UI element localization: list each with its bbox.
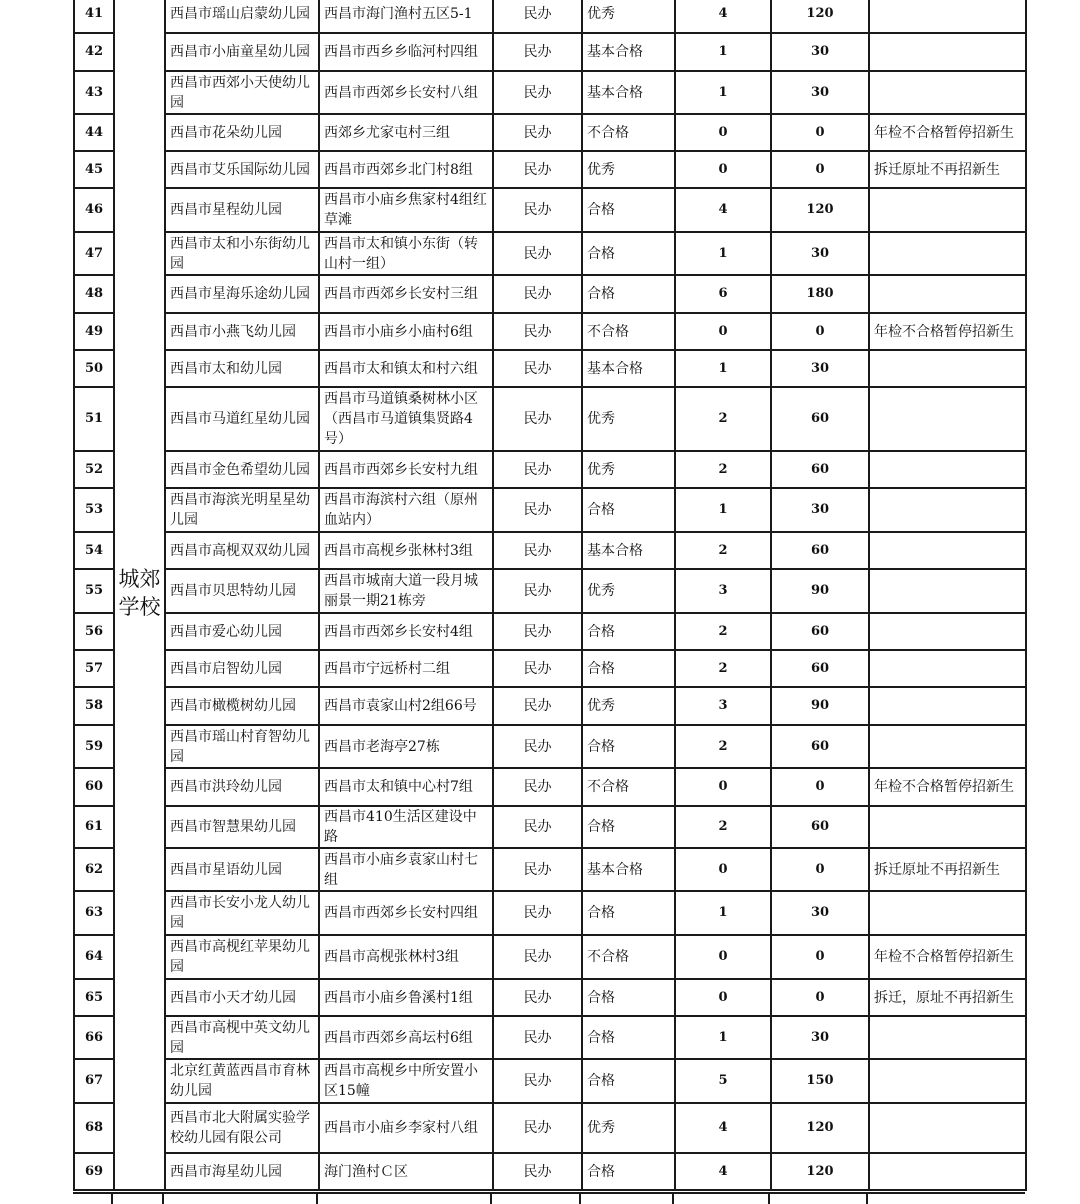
row-number: 47 — [74, 232, 114, 275]
row-number: 41 — [74, 0, 114, 33]
kindergarten-name: 西昌市金色希望幼儿园 — [165, 451, 319, 488]
remarks — [869, 387, 1026, 451]
enrollment-count: 0 — [771, 114, 869, 151]
inspection-grade: 优秀 — [582, 0, 675, 33]
kindergarten-address: 西昌市西郊乡长安村九组 — [319, 451, 493, 488]
school-type: 民办 — [493, 1153, 582, 1190]
school-type: 民办 — [493, 0, 582, 33]
class-count: 4 — [675, 1153, 771, 1190]
table-row — [74, 979, 1026, 1016]
class-count: 0 — [675, 848, 771, 891]
row-number: 63 — [74, 891, 114, 935]
enrollment-count: 30 — [771, 232, 869, 275]
class-count: 3 — [675, 687, 771, 725]
row-number: 57 — [74, 650, 114, 687]
kindergarten-name: 西昌市高枧红苹果幼儿园 — [165, 935, 319, 979]
inspection-grade: 基本合格 — [582, 33, 675, 71]
kindergarten-address: 西昌市小庙乡小庙村6组 — [319, 313, 493, 350]
inspection-grade: 优秀 — [582, 451, 675, 488]
enrollment-count: 60 — [771, 650, 869, 687]
kindergarten-address: 西昌市西郊乡长安村4组 — [319, 613, 493, 650]
class-count: 2 — [675, 806, 771, 848]
kindergarten-address: 西昌市410生活区建设中路 — [319, 806, 493, 848]
remarks — [869, 488, 1026, 532]
kindergarten-address: 西昌市西郊乡高坛村6组 — [319, 1016, 493, 1059]
kindergarten-address: 西昌市高枧张林村3组 — [319, 935, 493, 979]
remarks — [869, 188, 1026, 232]
inspection-grade: 合格 — [582, 806, 675, 848]
kindergarten-address: 西昌市袁家山村2组66号 — [319, 687, 493, 725]
class-count: 2 — [675, 725, 771, 768]
class-count: 3 — [675, 569, 771, 613]
row-number: 60 — [74, 768, 114, 806]
inspection-grade: 基本合格 — [582, 71, 675, 114]
row-number: 52 — [74, 451, 114, 488]
enrollment-count: 60 — [771, 806, 869, 848]
kindergarten-address: 西昌市西郊乡长安村八组 — [319, 71, 493, 114]
row-number: 65 — [74, 979, 114, 1016]
kindergarten-name: 西昌市马道红星幼儿园 — [165, 387, 319, 451]
kindergarten-address: 西郊乡尤家屯村三组 — [319, 114, 493, 151]
table-row — [74, 725, 1026, 768]
class-count: 1 — [675, 33, 771, 71]
school-type: 民办 — [493, 768, 582, 806]
row-number: 48 — [74, 275, 114, 313]
table-row — [74, 1103, 1026, 1153]
remarks — [869, 1059, 1026, 1103]
table-row — [74, 1059, 1026, 1103]
inspection-grade: 优秀 — [582, 151, 675, 188]
kindergarten-name: 西昌市高枧中英文幼儿园 — [165, 1016, 319, 1059]
table-row — [74, 1016, 1026, 1059]
kindergarten-address: 西昌市高枧乡张林村3组 — [319, 532, 493, 569]
table-row — [74, 613, 1026, 650]
row-number: 68 — [74, 1103, 114, 1153]
class-count: 4 — [675, 0, 771, 33]
kindergarten-address: 西昌市西郊乡北门村8组 — [319, 151, 493, 188]
school-type: 民办 — [493, 1016, 582, 1059]
table-body — [74, 0, 1026, 1190]
row-number: 59 — [74, 725, 114, 768]
enrollment-count: 120 — [771, 1103, 869, 1153]
table-row — [74, 488, 1026, 532]
class-count: 2 — [675, 650, 771, 687]
inspection-grade: 合格 — [582, 188, 675, 232]
enrollment-count: 60 — [771, 451, 869, 488]
remarks — [869, 232, 1026, 275]
kindergarten-name: 西昌市星海乐途幼儿园 — [165, 275, 319, 313]
table-row — [74, 891, 1026, 935]
kindergarten-address: 西昌市海门渔村五区5-1 — [319, 0, 493, 33]
inspection-grade: 合格 — [582, 1153, 675, 1190]
row-number: 54 — [74, 532, 114, 569]
inspection-grade: 不合格 — [582, 313, 675, 350]
inspection-grade: 合格 — [582, 613, 675, 650]
enrollment-count: 30 — [771, 1016, 869, 1059]
class-count: 1 — [675, 488, 771, 532]
kindergarten-address: 西昌市小庙乡焦家村4组红草滩 — [319, 188, 493, 232]
row-number: 53 — [74, 488, 114, 532]
kindergarten-address: 海门渔村Ｃ区 — [319, 1153, 493, 1190]
enrollment-count: 30 — [771, 33, 869, 71]
class-count: 6 — [675, 275, 771, 313]
row-number: 64 — [74, 935, 114, 979]
inspection-grade: 优秀 — [582, 687, 675, 725]
table-row — [74, 0, 1026, 33]
inspection-grade: 合格 — [582, 488, 675, 532]
row-number: 55 — [74, 569, 114, 613]
class-count: 0 — [675, 768, 771, 806]
school-type: 民办 — [493, 1059, 582, 1103]
school-type: 民办 — [493, 979, 582, 1016]
remarks — [869, 451, 1026, 488]
remarks — [869, 891, 1026, 935]
inspection-grade: 优秀 — [582, 387, 675, 451]
remarks — [869, 532, 1026, 569]
table-row — [74, 848, 1026, 891]
school-type: 民办 — [493, 313, 582, 350]
category-cell: 城郊 学校 — [114, 0, 165, 1190]
enrollment-count: 150 — [771, 1059, 869, 1103]
school-type: 民办 — [493, 387, 582, 451]
class-count: 2 — [675, 451, 771, 488]
row-number: 46 — [74, 188, 114, 232]
enrollment-count: 120 — [771, 1153, 869, 1190]
table-row — [74, 532, 1026, 569]
school-type: 民办 — [493, 569, 582, 613]
table-row — [74, 350, 1026, 387]
table-row — [74, 71, 1026, 114]
school-type: 民办 — [493, 71, 582, 114]
enrollment-count: 0 — [771, 768, 869, 806]
kindergarten-name: 北京红黄蓝西昌市育林幼儿园 — [165, 1059, 319, 1103]
class-count: 2 — [675, 613, 771, 650]
kindergarten-name: 西昌市小燕飞幼儿园 — [165, 313, 319, 350]
kindergarten-address: 西昌市太和镇小东街（转山村一组） — [319, 232, 493, 275]
table-row — [74, 151, 1026, 188]
next-row-border — [73, 1192, 1025, 1204]
class-count: 4 — [675, 188, 771, 232]
class-count: 1 — [675, 232, 771, 275]
row-number: 62 — [74, 848, 114, 891]
enrollment-count: 30 — [771, 71, 869, 114]
class-count: 2 — [675, 387, 771, 451]
kindergarten-name: 西昌市小天才幼儿园 — [165, 979, 319, 1016]
remarks: 年检不合格暂停招新生 — [869, 313, 1026, 350]
kindergarten-address: 西昌市西郊乡长安村三组 — [319, 275, 493, 313]
school-type: 民办 — [493, 532, 582, 569]
remarks — [869, 1103, 1026, 1153]
kindergarten-name: 西昌市海星幼儿园 — [165, 1153, 319, 1190]
table-row — [74, 387, 1026, 451]
kindergarten-name: 西昌市橄榄树幼儿园 — [165, 687, 319, 725]
row-number: 51 — [74, 387, 114, 451]
kindergarten-name: 西昌市小庙童星幼儿园 — [165, 33, 319, 71]
remarks — [869, 806, 1026, 848]
kindergarten-address: 西昌市小庙乡袁家山村七组 — [319, 848, 493, 891]
remarks — [869, 33, 1026, 71]
inspection-grade: 基本合格 — [582, 848, 675, 891]
remarks — [869, 725, 1026, 768]
kindergarten-address: 西昌市城南大道一段月城丽景一期21栋旁 — [319, 569, 493, 613]
inspection-grade: 基本合格 — [582, 532, 675, 569]
kindergarten-name: 西昌市艾乐国际幼儿园 — [165, 151, 319, 188]
class-count: 0 — [675, 979, 771, 1016]
kindergarten-name: 西昌市爱心幼儿园 — [165, 613, 319, 650]
class-count: 0 — [675, 935, 771, 979]
inspection-grade: 优秀 — [582, 569, 675, 613]
table-row — [74, 650, 1026, 687]
inspection-grade: 合格 — [582, 979, 675, 1016]
class-count: 1 — [675, 1016, 771, 1059]
kindergarten-address: 西昌市老海亭27栋 — [319, 725, 493, 768]
kindergarten-table — [73, 0, 1027, 1191]
school-type: 民办 — [493, 33, 582, 71]
kindergarten-address: 西昌市西郊乡长安村四组 — [319, 891, 493, 935]
remarks — [869, 1153, 1026, 1190]
inspection-grade: 合格 — [582, 725, 675, 768]
kindergarten-name: 西昌市海滨光明星星幼儿园 — [165, 488, 319, 532]
kindergarten-name: 西昌市瑶山村育智幼儿园 — [165, 725, 319, 768]
kindergarten-name: 西昌市启智幼儿园 — [165, 650, 319, 687]
kindergarten-address: 西昌市小庙乡鲁溪村1组 — [319, 979, 493, 1016]
row-number: 44 — [74, 114, 114, 151]
remarks: 拆迁，原址不再招新生 — [869, 979, 1026, 1016]
class-count: 5 — [675, 1059, 771, 1103]
inspection-grade: 基本合格 — [582, 350, 675, 387]
kindergarten-name: 西昌市星程幼儿园 — [165, 188, 319, 232]
table-row — [74, 935, 1026, 979]
remarks — [869, 350, 1026, 387]
school-type: 民办 — [493, 1103, 582, 1153]
class-count: 0 — [675, 313, 771, 350]
kindergarten-name: 西昌市瑶山启蒙幼儿园 — [165, 0, 319, 33]
enrollment-count: 0 — [771, 151, 869, 188]
remarks — [869, 569, 1026, 613]
inspection-grade: 不合格 — [582, 768, 675, 806]
school-type: 民办 — [493, 151, 582, 188]
enrollment-count: 180 — [771, 275, 869, 313]
school-type: 民办 — [493, 891, 582, 935]
row-number: 43 — [74, 71, 114, 114]
school-type: 民办 — [493, 451, 582, 488]
table-row — [74, 768, 1026, 806]
kindergarten-name: 西昌市贝思特幼儿园 — [165, 569, 319, 613]
school-type: 民办 — [493, 935, 582, 979]
class-count: 1 — [675, 71, 771, 114]
class-count: 0 — [675, 151, 771, 188]
remarks — [869, 650, 1026, 687]
inspection-grade: 合格 — [582, 1059, 675, 1103]
kindergarten-name: 西昌市西郊小天使幼儿园 — [165, 71, 319, 114]
inspection-grade: 优秀 — [582, 1103, 675, 1153]
kindergarten-address: 西昌市太和镇太和村六组 — [319, 350, 493, 387]
kindergarten-name: 西昌市花朵幼儿园 — [165, 114, 319, 151]
school-type: 民办 — [493, 114, 582, 151]
kindergarten-name: 西昌市高枧双双幼儿园 — [165, 532, 319, 569]
kindergarten-name: 西昌市长安小龙人幼儿园 — [165, 891, 319, 935]
enrollment-count: 30 — [771, 488, 869, 532]
row-number: 50 — [74, 350, 114, 387]
inspection-grade: 不合格 — [582, 935, 675, 979]
school-type: 民办 — [493, 725, 582, 768]
kindergarten-name: 西昌市星语幼儿园 — [165, 848, 319, 891]
school-type: 民办 — [493, 650, 582, 687]
school-type: 民办 — [493, 806, 582, 848]
row-number: 45 — [74, 151, 114, 188]
table-row — [74, 806, 1026, 848]
school-type: 民办 — [493, 848, 582, 891]
remarks — [869, 71, 1026, 114]
remarks: 年检不合格暂停招新生 — [869, 114, 1026, 151]
class-count: 0 — [675, 114, 771, 151]
table-row — [74, 33, 1026, 71]
table-row — [74, 114, 1026, 151]
table-row — [74, 275, 1026, 313]
remarks: 拆迁原址不再招新生 — [869, 848, 1026, 891]
inspection-grade: 合格 — [582, 1016, 675, 1059]
remarks: 拆迁原址不再招新生 — [869, 151, 1026, 188]
inspection-grade: 合格 — [582, 650, 675, 687]
class-count: 1 — [675, 350, 771, 387]
kindergarten-address: 西昌市高枧乡中所安置小区15幢 — [319, 1059, 493, 1103]
school-type: 民办 — [493, 188, 582, 232]
kindergarten-address: 西昌市西乡乡临河村四组 — [319, 33, 493, 71]
kindergarten-name: 西昌市太和小东街幼儿园 — [165, 232, 319, 275]
class-count: 4 — [675, 1103, 771, 1153]
kindergarten-address: 西昌市宁远桥村二组 — [319, 650, 493, 687]
school-type: 民办 — [493, 488, 582, 532]
row-number: 61 — [74, 806, 114, 848]
school-type: 民办 — [493, 350, 582, 387]
enrollment-count: 0 — [771, 313, 869, 350]
school-type: 民办 — [493, 275, 582, 313]
row-number: 69 — [74, 1153, 114, 1190]
school-type: 民办 — [493, 613, 582, 650]
remarks: 年检不合格暂停招新生 — [869, 768, 1026, 806]
enrollment-count: 0 — [771, 935, 869, 979]
school-type: 民办 — [493, 687, 582, 725]
kindergarten-address: 西昌市太和镇中心村7组 — [319, 768, 493, 806]
kindergarten-name: 西昌市智慧果幼儿园 — [165, 806, 319, 848]
remarks — [869, 0, 1026, 33]
enrollment-count: 30 — [771, 350, 869, 387]
class-count: 1 — [675, 891, 771, 935]
enrollment-count: 120 — [771, 188, 869, 232]
enrollment-count: 60 — [771, 613, 869, 650]
remarks — [869, 1016, 1026, 1059]
table-row — [74, 451, 1026, 488]
kindergarten-address: 西昌市马道镇桑树林小区（西昌市马道镇集贤路4号） — [319, 387, 493, 451]
row-number: 58 — [74, 687, 114, 725]
inspection-grade: 合格 — [582, 891, 675, 935]
enrollment-count: 0 — [771, 848, 869, 891]
remarks — [869, 613, 1026, 650]
class-count: 2 — [675, 532, 771, 569]
kindergarten-name: 西昌市洪玲幼儿园 — [165, 768, 319, 806]
enrollment-count: 90 — [771, 687, 869, 725]
kindergarten-name: 西昌市北大附属实验学校幼儿园有限公司 — [165, 1103, 319, 1153]
row-number: 42 — [74, 33, 114, 71]
enrollment-count: 0 — [771, 979, 869, 1016]
table-row — [74, 569, 1026, 613]
table-row — [74, 1153, 1026, 1190]
inspection-grade: 合格 — [582, 275, 675, 313]
remarks: 年检不合格暂停招新生 — [869, 935, 1026, 979]
enrollment-count: 60 — [771, 387, 869, 451]
table-row — [74, 232, 1026, 275]
kindergarten-address: 西昌市海滨村六组（原州血站内） — [319, 488, 493, 532]
enrollment-count: 30 — [771, 891, 869, 935]
school-type: 民办 — [493, 232, 582, 275]
remarks — [869, 275, 1026, 313]
row-number: 56 — [74, 613, 114, 650]
kindergarten-name: 西昌市太和幼儿园 — [165, 350, 319, 387]
row-number: 49 — [74, 313, 114, 350]
enrollment-count: 120 — [771, 0, 869, 33]
row-number: 66 — [74, 1016, 114, 1059]
enrollment-count: 90 — [771, 569, 869, 613]
kindergarten-address: 西昌市小庙乡李家村八组 — [319, 1103, 493, 1153]
table-row — [74, 188, 1026, 232]
enrollment-count: 60 — [771, 725, 869, 768]
enrollment-count: 60 — [771, 532, 869, 569]
table-row — [74, 687, 1026, 725]
inspection-grade: 不合格 — [582, 114, 675, 151]
inspection-grade: 合格 — [582, 232, 675, 275]
table-row — [74, 313, 1026, 350]
remarks — [869, 687, 1026, 725]
row-number: 67 — [74, 1059, 114, 1103]
